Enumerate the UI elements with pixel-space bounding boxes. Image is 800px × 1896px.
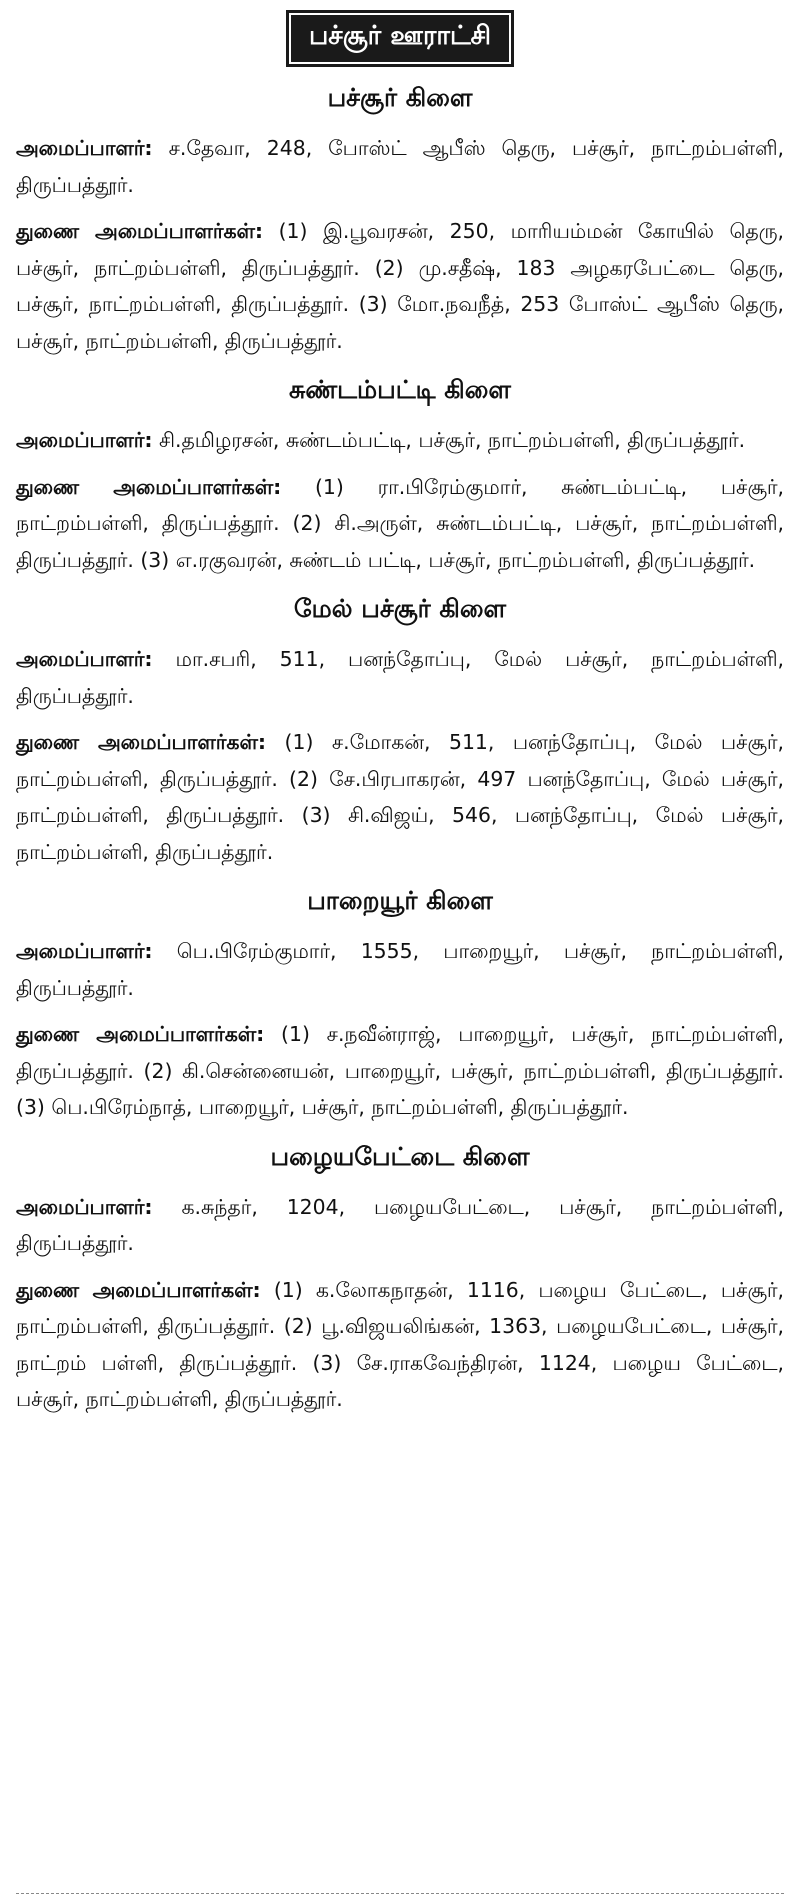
organizer-text: மா.சபரி, 511, பனந்தோப்பு, மேல் பச்சூர், நாட்றம்பள்ளி, திருப்பத்தூர். [16, 647, 784, 708]
deputies-text: (1) ரா.பிரேம்குமார், சுண்டம்பட்டி, பச்சூர், நாட்றம்பள்ளி, திருப்பத்தூர். (2) சி.அருள், சுண்டம்பட்டி, பச்சூர், நாட்றம்பள்ளி, திருப்பத்தூர். (3) எ.ரகுவரன், சுண்டம் பட்டி, பச்சூர், நாட்றம்பள்ளி, திருப்பத்தூர். [16, 474, 784, 572]
organizer-label: அமைப்பாளர்: [16, 136, 153, 160]
deputies-paragraph [16, 1272, 784, 1418]
organizer-paragraph [16, 1189, 784, 1262]
branch-title: பாறையூர் கிளை [307, 886, 493, 915]
organizer-paragraph [16, 933, 784, 1006]
organizer-label: அமைப்பாளர்: [16, 939, 153, 963]
organizer-paragraph [16, 422, 784, 459]
organizer-text: ச.தேவா, 248, போஸ்ட் ஆபீஸ் தெரு, பச்சூர், நாட்றம்பள்ளி, திருப்பத்தூர். [16, 136, 784, 197]
organizer-label: அமைப்பாளர்: [16, 428, 153, 452]
branch-title: பழையபேட்டை கிளை [270, 1141, 530, 1171]
deputies-paragraph [16, 469, 784, 579]
branch-section [16, 594, 784, 870]
deputies-text: (1) க.லோகநாதன், 1116, பழைய பேட்டை, பச்சூர், நாட்றம்பள்ளி, திருப்பத்தூர். (2) பூ.விஜயலிங்கன், 1363, பழையபேட்டை, பச்சூர், நாட்றம் பள்ளி, திருப்பத்தூர். (3) சே.ராகவேந்திரன், 1124, பழைய பேட்டை, பச்சூர், நாட்றம்பள்ளி, திருப்பத்தூர். [16, 1277, 784, 1411]
deputies-label: துணை அமைப்பாளர்கள்: [16, 474, 282, 499]
organizer-paragraph [16, 130, 784, 203]
deputies-text: (1) ச.மோகன், 511, பனந்தோப்பு, மேல் பச்சூர், நாட்றம்பள்ளி, திருப்பத்தூர். (2) சே.பிரபாகரன், 497 பனந்தோப்பு, மேல் பச்சூர், நாட்றம்பள்ளி, திருப்பத்தூர். (3) சி.விஜய், 546, பனந்தோப்பு, மேல் பச்சூர், நாட்றம்பள்ளி, திருப்பத்தூர். [16, 730, 784, 864]
organizer-label: அமைப்பாளர்: [16, 647, 153, 671]
branch-title: மேல் பச்சூர் கிளை [293, 594, 507, 623]
deputies-label: துணை அமைப்பாளர்கள்: [16, 730, 267, 754]
organizer-text: சி.தமிழரசன், சுண்டம்பட்டி, பச்சூர், நாட்றம்பள்ளி, திருப்பத்தூர். [152, 428, 746, 452]
page-title: பச்சூர் ஊராட்சி [286, 10, 514, 67]
deputies-label: துணை அமைப்பாளர்கள்: [16, 1022, 265, 1046]
page-bottom-divider [16, 1893, 784, 1894]
deputies-paragraph [16, 213, 784, 359]
branch-title: சுண்டம்பட்டி கிளை [289, 375, 511, 404]
organizer-text: பெ.பிரேம்குமார், 1555, பாறையூர், பச்சூர், நாட்றம்பள்ளி, திருப்பத்தூர். [16, 939, 784, 1000]
organizer-text: க.சுந்தர், 1204, பழையபேட்டை, பச்சூர், நாட்றம்பள்ளி, திருப்பத்தூர். [16, 1194, 784, 1255]
branch-section [16, 1142, 784, 1418]
branch-title: பச்சூர் கிளை [327, 83, 473, 112]
branch-section [16, 375, 784, 578]
deputies-paragraph [16, 724, 784, 870]
organizer-paragraph [16, 641, 784, 714]
deputies-label: துணை அமைப்பாளர்கள்: [16, 1277, 261, 1302]
deputies-text: (1) இ.பூவரசன், 250, மாரியம்மன் கோயில் தெரு, பச்சூர், நாட்றம்பள்ளி, திருப்பத்தூர். (2) மு.சதீஷ், 183 அழகரபேட்டை தெரு, பச்சூர், நாட்றம்பள்ளி, திருப்பத்தூர். (3) மோ.நவநீத், 253 போஸ்ட் ஆபீஸ் தெரு, பச்சூர், நாட்றம்பள்ளி, திருப்பத்தூர். [16, 219, 784, 353]
branch-section [16, 83, 784, 359]
deputies-paragraph [16, 1016, 784, 1126]
branch-section [16, 886, 784, 1126]
title-bar [16, 10, 784, 67]
deputies-label: துணை அமைப்பாளர்கள்: [16, 219, 264, 243]
organizer-label: அமைப்பாளர்: [16, 1194, 153, 1219]
deputies-text: (1) ச.நவீன்ராஜ், பாறையூர், பச்சூர், நாட்றம்பள்ளி, திருப்பத்தூர். (2) கி.சென்னையன், பாறையூர், பச்சூர், நாட்றம்பள்ளி, திருப்பத்தூர். (3) பெ.பிரேம்நாத், பாறையூர், பச்சூர், நாட்றம்பள்ளி, திருப்பத்தூர். [16, 1022, 784, 1119]
